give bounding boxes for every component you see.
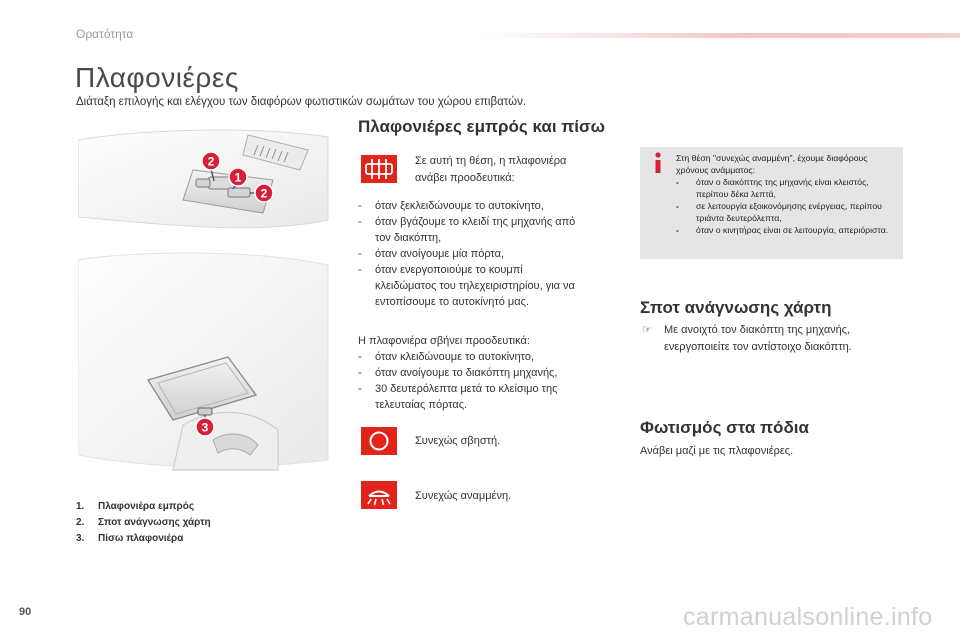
always-on-label: Συνεχώς αναμμένη. — [415, 490, 512, 502]
list-item: - όταν κλειδώνουμε το αυτοκίνητο, — [358, 349, 638, 365]
info-icon — [652, 152, 664, 174]
door-mode-lamp-icon — [361, 155, 397, 183]
section-label: Ορατότητα — [76, 27, 134, 41]
callout-3-label: 3 — [201, 420, 209, 435]
page-title: Πλαφονιέρες — [75, 62, 239, 93]
list-item: - όταν ενεργοποιούμε το κουμπί κλειδώματος του τηλεχειριστηρίου, για να εντοπίσουμε το αυτοκίνητό μας. — [358, 262, 638, 310]
info-list — [676, 176, 900, 236]
list-item: - όταν ο κινητήρας είναι σε λειτουργία, απεριόριστα. — [676, 224, 900, 236]
section-heading-map-reading: Σποτ ανάγνωσης χάρτη — [640, 298, 832, 317]
watermark: carmanualsonline.info — [683, 603, 933, 631]
callout-2-top-label: 2 — [207, 154, 215, 169]
list-item: - όταν βγάζουμε το κλειδί της μηχανής από τον διακόπτη, — [358, 214, 638, 246]
figure-legend — [76, 499, 211, 547]
footwell-text: Ανάβει μαζί με τις πλαφονιέρες. — [640, 445, 794, 457]
list-item: - όταν ανοίγουμε το διακόπτη μηχανής, — [358, 365, 638, 381]
legend-item: 3. Πίσω πλαφονιέρα — [76, 533, 184, 544]
lights-on-list — [358, 198, 638, 310]
callout-1-label: 1 — [234, 170, 242, 185]
page-subtitle: Διάταξη επιλογής και ελέγχου των διαφόρων φωτιστικών σωμάτων του χώρου επιβατών. — [76, 96, 527, 108]
map-spot-button-left — [196, 179, 210, 187]
list-item: - όταν ξεκλειδώνουμε το αυτοκίνητο, — [358, 198, 638, 214]
section-heading-front-rear: Πλαφονιέρες εμπρός και πίσω — [358, 117, 606, 136]
rear-lamp-switch — [198, 408, 212, 415]
section-heading-footwell: Φωτισμός στα πόδια — [640, 418, 809, 437]
door-mode-intro: Σε αυτή τη θέση, η πλαφονιέρα ανάβει προοδευτικά: — [415, 155, 567, 184]
list-item: - όταν ο διακόπτης της μηχανής είναι κλειστός, περίπου δέκα λεπτά, — [676, 176, 900, 200]
page-number: 90 — [19, 606, 32, 618]
header-decor-bar — [480, 33, 960, 38]
list-item: - 30 δευτερόλεπτα μετά το κλείσιμο της τελευταίας πόρτας. — [358, 381, 638, 413]
map-reading-text: Με ανοιχτό τον διακόπτη της μηχανής, ενεργοποιείτε τον αντίστοιχο διακόπτη. — [664, 324, 852, 353]
legend-item: 1. Πλαφονιέρα εμπρός — [76, 501, 195, 512]
lights-off-intro: Η πλαφονιέρα σβήνει προοδευτικά: — [358, 335, 530, 347]
legend-item: 2. Σποτ ανάγνωσης χάρτη — [76, 517, 211, 528]
info-text: Στη θέση "συνεχώς αναμμένη", έχουμε διαφόρους χρόνους ανάμματος: - όταν ο διακόπτης της μηχανής είναι κλειστός, περίπου δέκα λεπτά, - σε λειτουργία εξοικονόμησης ενέργειας, περίπου τριάντα δευτερόλεπτα, - όταν ο κινητήρας είναι σε λειτουργία, απεριόριστα. — [676, 152, 900, 236]
lights-off-list — [358, 349, 638, 413]
callout-2-right-label: 2 — [260, 186, 268, 201]
interior-lights-illustration — [78, 125, 333, 490]
always-on-icon — [361, 481, 397, 509]
always-off-icon — [361, 427, 397, 455]
map-spot-button-right — [228, 188, 250, 197]
always-off-label: Συνεχώς σβηστή. — [415, 435, 501, 447]
list-item: - όταν ανοίγουμε μία πόρτα, — [358, 246, 638, 262]
bullet-arrow-icon: ☞ — [642, 324, 652, 336]
list-item: - σε λειτουργία εξοικονόμησης ενέργειας, περίπου τριάντα δευτερόλεπτα, — [676, 200, 900, 224]
